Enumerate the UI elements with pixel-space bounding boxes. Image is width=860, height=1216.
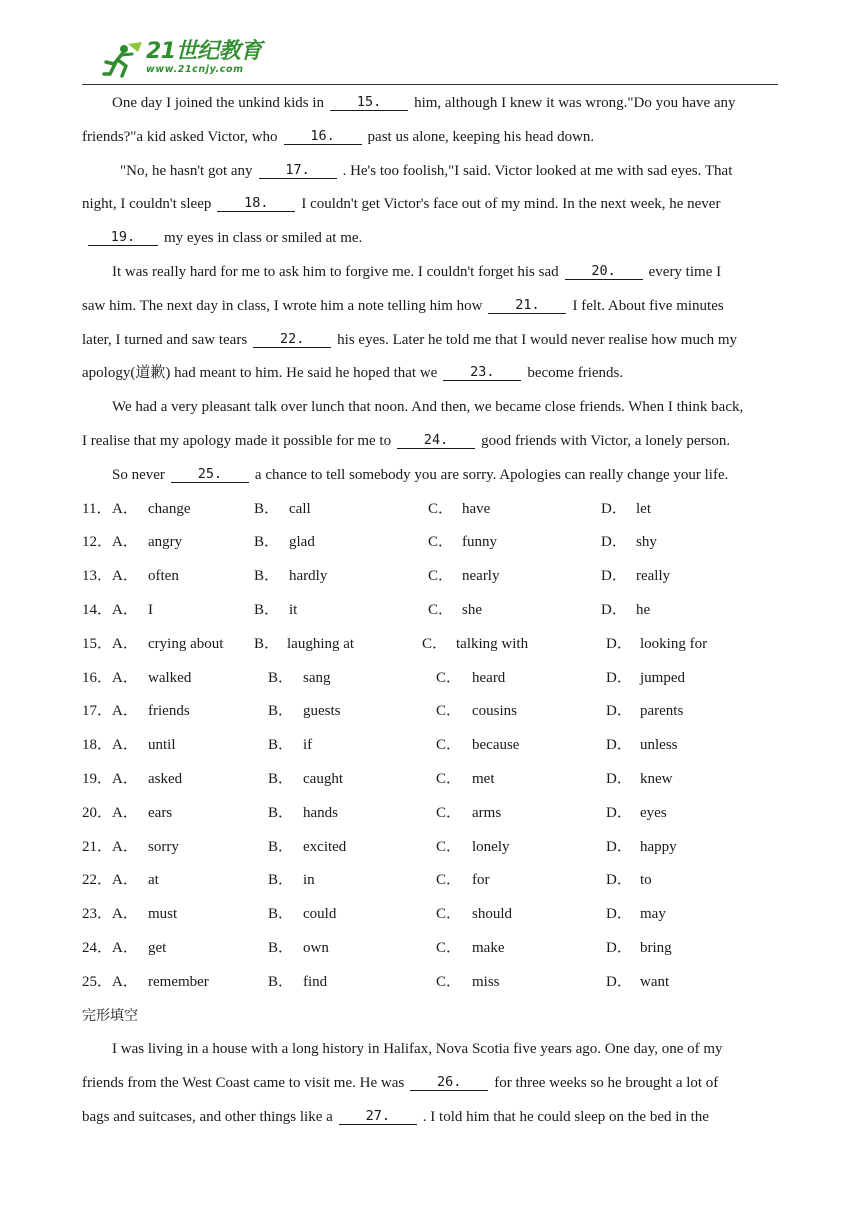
option-letter-b: B．	[254, 568, 280, 585]
option-c[interactable]: she	[462, 601, 482, 618]
question-number: 23．	[82, 906, 113, 923]
option-letter-c: C．	[436, 872, 462, 889]
option-d[interactable]: knew	[640, 770, 673, 787]
option-c[interactable]: should	[472, 906, 513, 923]
question-list	[82, 493, 784, 1000]
option-letter-b: B．	[268, 973, 294, 990]
passage-line	[82, 357, 784, 391]
answer-blank[interactable]: 24.	[397, 432, 475, 449]
option-letter-d: D．	[606, 838, 632, 855]
line-text-before: saw him. The next day in class, I wrote him a note telling him how	[82, 297, 483, 314]
passage-line	[82, 459, 784, 493]
answer-blank[interactable]: 15.	[330, 94, 408, 111]
option-letter-c: C．	[428, 601, 454, 618]
passage-line	[82, 155, 784, 189]
option-letter-c: C．	[436, 939, 462, 956]
question-number: 19．	[82, 770, 113, 787]
passage-line	[82, 121, 784, 155]
option-letter-b: B．	[268, 906, 294, 923]
option-letter-d: D．	[606, 872, 632, 889]
option-b[interactable]: find	[303, 973, 328, 990]
option-letter-a: A．	[112, 534, 138, 551]
line-text-after: my eyes in class or smiled at me.	[164, 230, 363, 247]
option-letter-b: B．	[268, 872, 294, 889]
line-text-after: his eyes. Later he told me that I would never realise how much my	[337, 331, 738, 348]
answer-blank[interactable]: 16.	[284, 128, 362, 145]
question-row	[82, 493, 784, 527]
option-b[interactable]: if	[303, 737, 313, 754]
line-text-before: So never	[112, 466, 165, 483]
question-row	[82, 729, 784, 763]
option-d[interactable]: jumped	[640, 669, 685, 686]
header-rule	[82, 84, 778, 85]
option-a[interactable]: ears	[148, 804, 173, 821]
option-letter-a: A．	[112, 601, 138, 618]
option-letter-a: A．	[112, 973, 138, 990]
option-d[interactable]: really	[636, 568, 671, 585]
answer-blank[interactable]: 25.	[171, 466, 249, 483]
question-row	[82, 797, 784, 831]
site-logo	[102, 40, 262, 84]
document-body	[82, 87, 784, 1135]
option-letter-c: C．	[436, 973, 462, 990]
logo-title: 21世纪教育	[146, 39, 262, 64]
option-letter-c: C．	[422, 635, 448, 652]
line-text-after: past us alone, keeping his head down.	[367, 128, 595, 145]
option-letter-b: B．	[254, 534, 280, 551]
option-d[interactable]: happy	[640, 838, 677, 855]
option-a[interactable]: remember	[148, 973, 209, 990]
option-c[interactable]: lonely	[472, 838, 510, 855]
option-c[interactable]: make	[472, 939, 505, 956]
option-d[interactable]: shy	[636, 534, 657, 551]
line-text-after: become friends.	[527, 365, 624, 382]
line-text-before: One day I joined the unkind kids in	[112, 95, 325, 111]
option-letter-a: A．	[112, 737, 138, 754]
question-number: 25．	[82, 973, 113, 990]
line-text-before: I realise that my apology made it possible for me to	[82, 432, 392, 449]
question-number: 20．	[82, 804, 113, 821]
passage-line	[82, 324, 784, 358]
question-number: 11．	[82, 500, 112, 517]
option-letter-a: A．	[112, 872, 138, 889]
line-text-after: good friends with Victor, a lonely person.	[481, 432, 731, 449]
question-row	[82, 594, 784, 628]
question-number: 13．	[82, 568, 113, 585]
option-c[interactable]: miss	[472, 973, 500, 990]
question-row	[82, 628, 784, 662]
line-text-before: later, I turned and saw tears	[82, 331, 248, 348]
option-letter-b: B．	[254, 500, 280, 517]
option-b[interactable]: caught	[303, 770, 343, 787]
option-c[interactable]: because	[472, 737, 520, 754]
option-letter-c: C．	[436, 737, 462, 754]
line-text-after: him, although I knew it was wrong."Do you have any	[414, 95, 736, 111]
question-row	[82, 932, 784, 966]
line-text-after: a chance to tell somebody you are sorry. Apologies can really change your life.	[254, 466, 729, 483]
option-a[interactable]: at	[148, 872, 159, 889]
line-text-before: It was really hard for me to ask him to forgive me. I couldn't forget his sad	[112, 263, 559, 280]
passage-line	[82, 222, 784, 256]
option-letter-d: D．	[606, 770, 632, 787]
question-number: 24．	[82, 939, 113, 956]
option-b[interactable]: glad	[289, 534, 315, 551]
question-row	[82, 560, 784, 594]
line-text-after: I couldn't get Victor's face out of my mind. In the next week, he never	[301, 196, 721, 213]
option-letter-c: C．	[436, 838, 462, 855]
option-letter-a: A．	[112, 568, 138, 585]
option-letter-a: A．	[112, 669, 138, 686]
option-a[interactable]: I	[148, 601, 153, 618]
option-a[interactable]: must	[148, 906, 178, 923]
line-text-before: "No, he hasn't got any	[120, 162, 253, 179]
line-text-before: friends?"a kid asked Victor, who	[82, 128, 278, 145]
option-c[interactable]: cousins	[472, 703, 517, 720]
option-letter-d: D．	[601, 534, 627, 551]
option-c[interactable]: funny	[462, 534, 497, 551]
answer-blank[interactable]: 18.	[217, 195, 295, 212]
option-a[interactable]: get	[148, 939, 167, 956]
option-d[interactable]: unless	[640, 737, 678, 754]
option-letter-d: D．	[606, 804, 632, 821]
line-text-before: bags and suitcases, and other things like a	[82, 1108, 333, 1125]
option-b[interactable]: hands	[303, 804, 338, 821]
option-letter-d: D．	[601, 601, 627, 618]
option-d[interactable]: looking for	[640, 635, 708, 652]
option-letter-d: D．	[606, 939, 632, 956]
option-d[interactable]: parents	[640, 703, 684, 720]
question-row	[82, 966, 784, 1000]
option-letter-a: A．	[112, 703, 138, 720]
logo-url: www.21cnjy.com	[146, 64, 244, 75]
passage-line	[82, 391, 784, 425]
option-b[interactable]: excited	[303, 838, 347, 855]
option-a[interactable]: crying about	[148, 635, 224, 652]
question-number: 17．	[82, 703, 113, 720]
option-letter-a: A．	[112, 939, 138, 956]
line-text-before: friends from the West Coast came to visit me. He was	[82, 1075, 405, 1092]
question-row	[82, 831, 784, 865]
passage-line	[82, 1067, 784, 1101]
option-letter-d: D．	[601, 568, 627, 585]
option-c[interactable]: for	[472, 872, 490, 889]
question-number: 15．	[82, 635, 113, 652]
option-d[interactable]: bring	[640, 939, 672, 956]
option-letter-b: B．	[268, 804, 294, 821]
question-number: 14．	[82, 601, 113, 618]
answer-blank[interactable]: 22.	[253, 331, 331, 348]
option-a[interactable]: angry	[148, 534, 183, 551]
question-number: 18．	[82, 737, 113, 754]
option-letter-c: C．	[428, 500, 454, 517]
option-letter-c: C．	[428, 568, 454, 585]
line-text-before: We had a very pleasant talk over lunch that noon. And then, we became close friends. When I think back,	[112, 399, 744, 416]
option-c[interactable]: nearly	[462, 568, 500, 585]
option-letter-c: C．	[436, 703, 462, 720]
option-a[interactable]: friends	[148, 703, 190, 720]
answer-blank[interactable]: 19.	[88, 229, 158, 246]
line-text-before: apology(道歉) had meant to him. He said he hoped that we	[82, 365, 438, 382]
option-a[interactable]: sorry	[148, 838, 179, 855]
option-c[interactable]: have	[462, 500, 491, 517]
line-text-after: every time I	[648, 263, 722, 280]
question-row	[82, 695, 784, 729]
option-letter-d: D．	[606, 703, 632, 720]
option-letter-c: C．	[428, 534, 454, 551]
option-letter-d: D．	[606, 973, 632, 990]
option-b[interactable]: sang	[303, 669, 331, 686]
page-header	[82, 40, 778, 86]
question-row	[82, 763, 784, 797]
option-a[interactable]: walked	[148, 669, 192, 686]
option-b[interactable]: guests	[303, 703, 341, 720]
option-letter-b: B．	[254, 635, 280, 652]
option-letter-a: A．	[112, 838, 138, 855]
passage-line	[82, 1101, 784, 1135]
option-c[interactable]: arms	[472, 804, 502, 821]
passage-one	[82, 87, 784, 493]
option-letter-c: C．	[436, 770, 462, 787]
answer-blank[interactable]: 27.	[339, 1108, 417, 1125]
option-letter-b: B．	[268, 770, 294, 787]
option-c[interactable]: heard	[472, 669, 506, 686]
passage-two	[82, 1033, 784, 1134]
question-number: 21．	[82, 838, 113, 855]
question-number: 22．	[82, 872, 113, 889]
option-letter-d: D．	[606, 669, 632, 686]
option-letter-a: A．	[112, 500, 138, 517]
option-a[interactable]: change	[148, 500, 191, 517]
answer-blank[interactable]: 17.	[259, 162, 337, 179]
line-text-before: I was living in a house with a long history in Halifax, Nova Scotia five years ago. One day, one of my	[112, 1041, 723, 1058]
passage-line	[82, 188, 784, 222]
option-b[interactable]: in	[303, 872, 315, 889]
option-letter-d: D．	[606, 906, 632, 923]
option-letter-d: D．	[606, 635, 632, 652]
option-letter-d: D．	[601, 500, 627, 517]
option-letter-c: C．	[436, 804, 462, 821]
question-number: 16．	[82, 669, 113, 686]
question-number: 12．	[82, 534, 113, 551]
option-letter-b: B．	[268, 703, 294, 720]
option-letter-a: A．	[112, 635, 138, 652]
option-b[interactable]: laughing at	[287, 635, 355, 652]
passage-line	[82, 1033, 784, 1067]
option-d[interactable]: want	[640, 973, 670, 990]
passage-line	[82, 290, 784, 324]
option-letter-b: B．	[268, 838, 294, 855]
answer-blank[interactable]: 21.	[488, 297, 566, 314]
option-letter-a: A．	[112, 804, 138, 821]
option-c[interactable]: met	[472, 770, 495, 787]
section-title: 完形填空	[82, 1007, 138, 1024]
question-row	[82, 526, 784, 560]
option-d[interactable]: let	[636, 500, 651, 517]
passage-line	[82, 87, 784, 121]
option-b[interactable]: it	[289, 601, 298, 618]
option-b[interactable]: own	[303, 939, 329, 956]
answer-blank[interactable]: 23.	[443, 364, 521, 381]
option-a[interactable]: asked	[148, 770, 183, 787]
option-b[interactable]: could	[303, 906, 337, 923]
line-text-before: night, I couldn't sleep	[82, 196, 212, 213]
option-d[interactable]: to	[640, 872, 652, 889]
option-d[interactable]: he	[636, 601, 651, 618]
option-d[interactable]: may	[640, 906, 666, 923]
option-letter-c: C．	[436, 669, 462, 686]
line-text-after: . I told him that he could sleep on the bed in the	[422, 1108, 709, 1125]
option-letter-b: B．	[254, 601, 280, 618]
option-letter-c: C．	[436, 906, 462, 923]
line-text-after: . He's too foolish,"I said. Victor looked at me with sad eyes. That	[342, 162, 733, 179]
passage-line	[82, 425, 784, 459]
option-letter-d: D．	[606, 737, 632, 754]
question-row	[82, 898, 784, 932]
option-a[interactable]: until	[148, 737, 176, 754]
option-letter-b: B．	[268, 939, 294, 956]
option-b[interactable]: call	[289, 500, 311, 517]
option-letter-b: B．	[268, 737, 294, 754]
question-row	[82, 662, 784, 696]
option-b[interactable]: hardly	[289, 568, 328, 585]
option-letter-a: A．	[112, 770, 138, 787]
answer-blank[interactable]: 20.	[565, 263, 643, 280]
line-text-after: for three weeks so he brought a lot of	[494, 1075, 719, 1092]
passage-line	[82, 256, 784, 290]
line-text-after: I felt. About five minutes	[572, 297, 724, 314]
runner-logo-icon	[102, 40, 144, 80]
option-letter-b: B．	[268, 669, 294, 686]
option-d[interactable]: eyes	[640, 804, 667, 821]
question-row	[82, 864, 784, 898]
option-letter-a: A．	[112, 906, 138, 923]
answer-blank[interactable]: 26.	[410, 1074, 488, 1091]
option-a[interactable]: often	[148, 568, 179, 585]
option-c[interactable]: talking with	[456, 635, 529, 652]
